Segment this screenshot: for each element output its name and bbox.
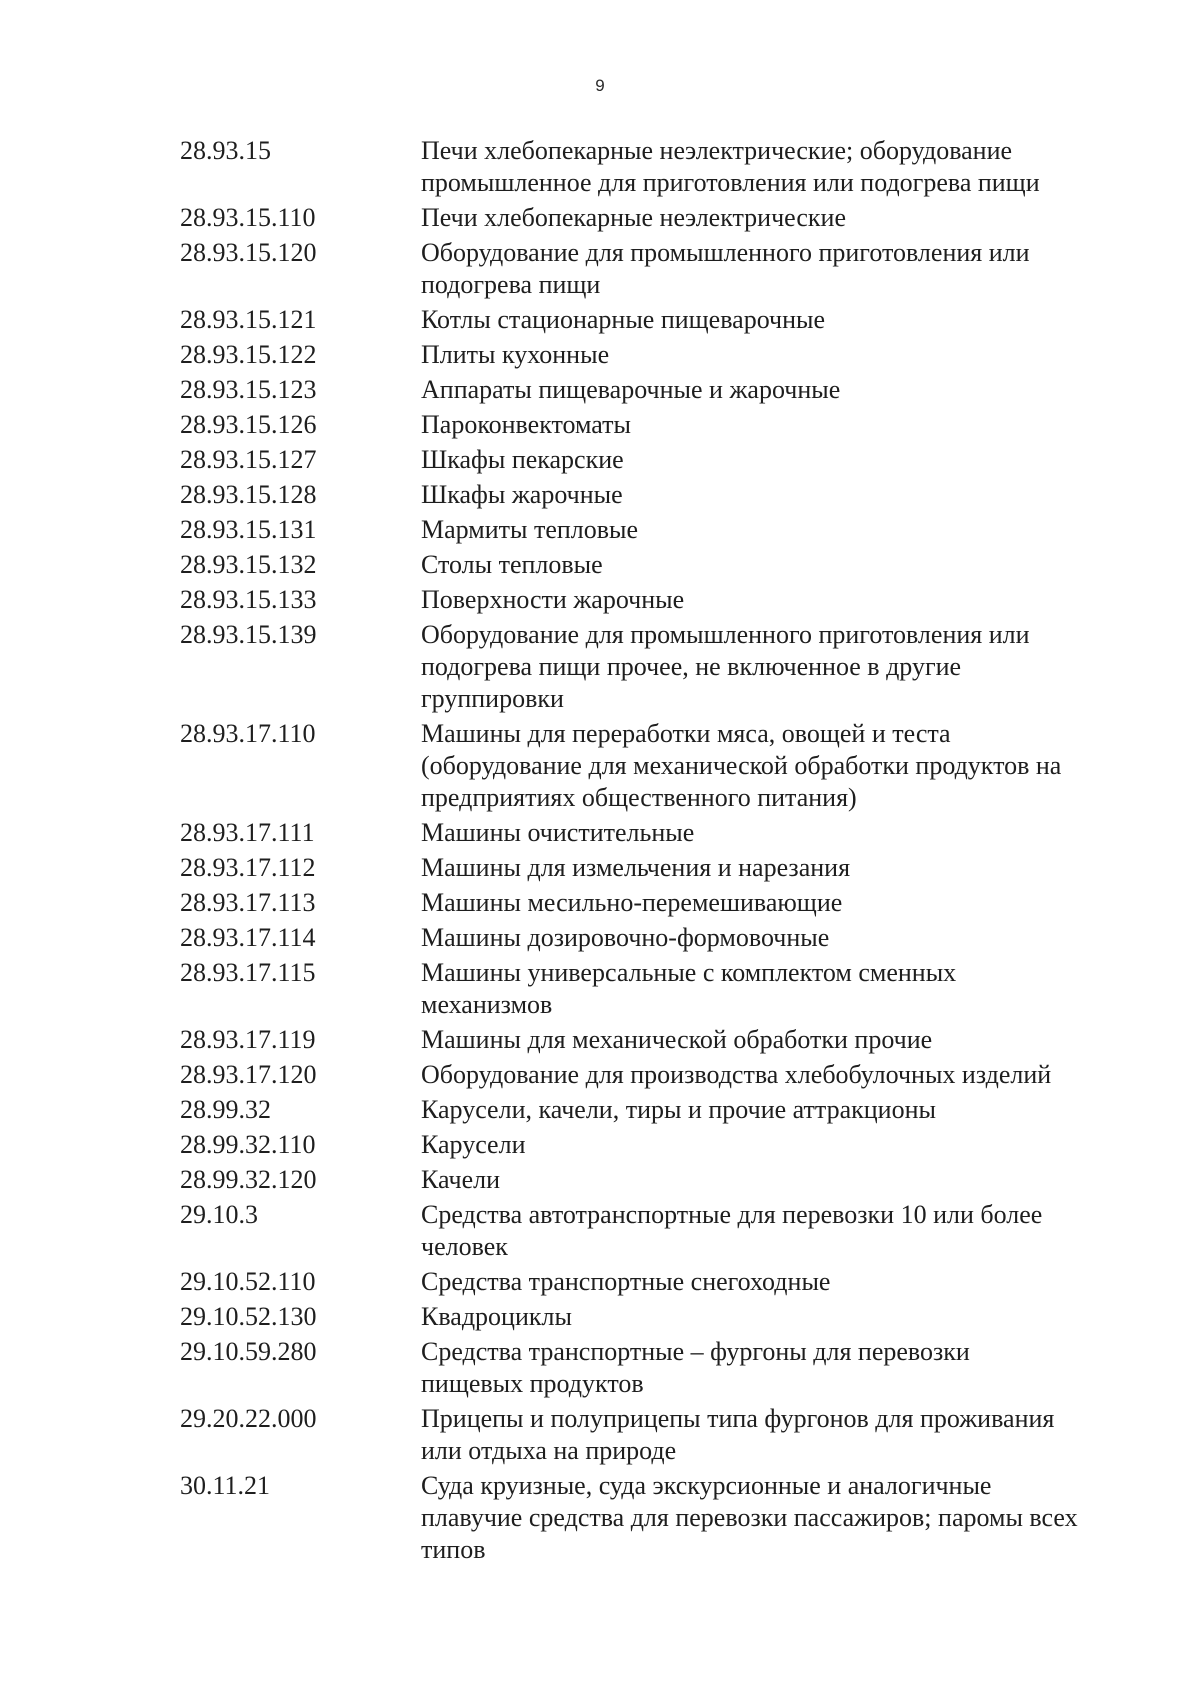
description-line: пищевых продуктов xyxy=(421,1369,644,1398)
classification-code: 28.93.15.126 xyxy=(180,410,317,439)
description-line: Пароконвектоматы xyxy=(421,410,631,439)
description-line: Квадроциклы xyxy=(421,1302,572,1331)
classification-code: 29.10.3 xyxy=(180,1200,258,1229)
description-line: Шкафы жарочные xyxy=(421,480,623,509)
classification-code: 29.10.59.280 xyxy=(180,1337,317,1366)
classification-description xyxy=(421,549,1161,581)
classification-code: 30.11.21 xyxy=(180,1471,271,1500)
description-line: Средства транспортные снегоходные xyxy=(421,1267,831,1296)
classification-description xyxy=(421,514,1161,546)
description-line: типов xyxy=(421,1535,486,1564)
classification-description xyxy=(421,339,1161,371)
classification-description xyxy=(421,887,1161,919)
classification-description xyxy=(421,304,1161,336)
description-line: Средства транспортные – фургоны для перевозки xyxy=(421,1337,970,1366)
description-line: или отдыха на природе xyxy=(421,1436,677,1465)
description-line: Столы тепловые xyxy=(421,550,603,579)
classification-description xyxy=(421,374,1161,406)
description-line: Машины универсальные с комплектом сменных xyxy=(421,958,957,987)
description-line: Мармиты тепловые xyxy=(421,515,639,544)
description-line: подогрева пищи прочее, не включенное в другие xyxy=(421,652,962,681)
classification-description xyxy=(421,409,1161,441)
description-line: промышленное для приготовления или подогрева пищи xyxy=(421,168,1040,197)
description-line: механизмов xyxy=(421,990,553,1019)
classification-description xyxy=(421,1403,1161,1467)
classification-code: 28.93.15.122 xyxy=(180,340,317,369)
classification-code: 28.93.15.131 xyxy=(180,515,317,544)
classification-code: 28.93.17.113 xyxy=(180,888,316,917)
description-line: подогрева пищи xyxy=(421,270,601,299)
description-line: Прицепы и полуприцепы типа фургонов для проживания xyxy=(421,1404,1055,1433)
classification-code: 28.93.15.127 xyxy=(180,445,317,474)
classification-description xyxy=(421,957,1161,1021)
description-line: (оборудование для механической обработки продуктов на xyxy=(421,751,1062,780)
classification-description xyxy=(421,1129,1161,1161)
classification-description xyxy=(421,202,1161,234)
classification-code: 28.93.17.110 xyxy=(180,719,316,748)
classification-code: 28.93.15.139 xyxy=(180,620,317,649)
description-line: Печи хлебопекарные неэлектрические xyxy=(421,203,846,232)
description-line: Машины для переработки мяса, овощей и теста xyxy=(421,719,951,748)
description-line: Аппараты пищеварочные и жарочные xyxy=(421,375,841,404)
classification-description xyxy=(421,444,1161,476)
description-line: группировки xyxy=(421,684,564,713)
description-line: Карусели, качели, тиры и прочие аттракционы xyxy=(421,1095,936,1124)
classification-code: 28.93.15.123 xyxy=(180,375,317,404)
classification-code: 28.93.15.132 xyxy=(180,550,317,579)
description-line: Печи хлебопекарные неэлектрические; оборудование xyxy=(421,136,1013,165)
classification-code: 28.93.17.111 xyxy=(180,818,315,847)
classification-code: 28.93.17.120 xyxy=(180,1060,317,1089)
classification-description xyxy=(421,584,1161,616)
description-line: человек xyxy=(421,1232,508,1261)
classification-code: 29.10.52.110 xyxy=(180,1267,316,1296)
description-line: Машины дозировочно-формовочные xyxy=(421,923,830,952)
description-line: Суда круизные, суда экскурсионные и аналогичные xyxy=(421,1471,992,1500)
description-line: предприятиях общественного питания) xyxy=(421,783,857,812)
classification-description xyxy=(421,852,1161,884)
classification-code: 28.99.32 xyxy=(180,1095,271,1124)
description-line: Поверхности жарочные xyxy=(421,585,685,614)
description-line: Средства автотранспортные для перевозки 10 или более xyxy=(421,1200,1043,1229)
classification-code: 28.93.15 xyxy=(180,136,271,165)
classification-description xyxy=(421,718,1161,814)
classification-code: 28.93.17.115 xyxy=(180,958,316,987)
classification-description xyxy=(421,817,1161,849)
description-line: Оборудование для промышленного приготовления или xyxy=(421,620,1030,649)
description-line: Машины очистительные xyxy=(421,818,695,847)
description-line: Шкафы пекарские xyxy=(421,445,624,474)
classification-code: 28.93.15.128 xyxy=(180,480,317,509)
classification-description xyxy=(421,922,1161,954)
classification-description xyxy=(421,1094,1161,1126)
classification-description xyxy=(421,1164,1161,1196)
classification-description xyxy=(421,1301,1161,1333)
classification-description xyxy=(421,479,1161,511)
classification-code: 28.99.32.120 xyxy=(180,1165,317,1194)
description-line: Машины месильно-перемешивающие xyxy=(421,888,843,917)
classification-description xyxy=(421,1059,1161,1091)
description-line: Карусели xyxy=(421,1130,526,1159)
description-line: Плиты кухонные xyxy=(421,340,610,369)
classification-code: 28.93.17.119 xyxy=(180,1025,316,1054)
description-line: Оборудование для производства хлебобулочных изделий xyxy=(421,1060,1052,1089)
classification-description xyxy=(421,1336,1161,1400)
classification-description xyxy=(421,1470,1161,1566)
classification-code: 29.20.22.000 xyxy=(180,1404,317,1433)
classification-description xyxy=(421,135,1161,199)
classification-description xyxy=(421,1024,1161,1056)
classification-code: 28.93.17.114 xyxy=(180,923,316,952)
description-line: Оборудование для промышленного приготовления или xyxy=(421,238,1030,267)
classification-description xyxy=(421,1266,1161,1298)
classification-code: 28.93.15.120 xyxy=(180,238,317,267)
classification-code: 28.99.32.110 xyxy=(180,1130,316,1159)
classification-description xyxy=(421,619,1161,715)
classification-code: 28.93.15.121 xyxy=(180,305,317,334)
description-line: Качели xyxy=(421,1165,501,1194)
classification-code: 29.10.52.130 xyxy=(180,1302,317,1331)
classification-description xyxy=(421,1199,1161,1263)
classification-description xyxy=(421,237,1161,301)
classification-code: 28.93.15.133 xyxy=(180,585,317,614)
classification-code: 28.93.15.110 xyxy=(180,203,316,232)
description-line: Машины для механической обработки прочие xyxy=(421,1025,933,1054)
description-line: плавучие средства для перевозки пассажиров; паромы всех xyxy=(421,1503,1078,1532)
description-line: Машины для измельчения и нарезания xyxy=(421,853,851,882)
page-number: 9 xyxy=(595,76,605,95)
classification-code: 28.93.17.112 xyxy=(180,853,316,882)
description-line: Котлы стационарные пищеварочные xyxy=(421,305,826,334)
